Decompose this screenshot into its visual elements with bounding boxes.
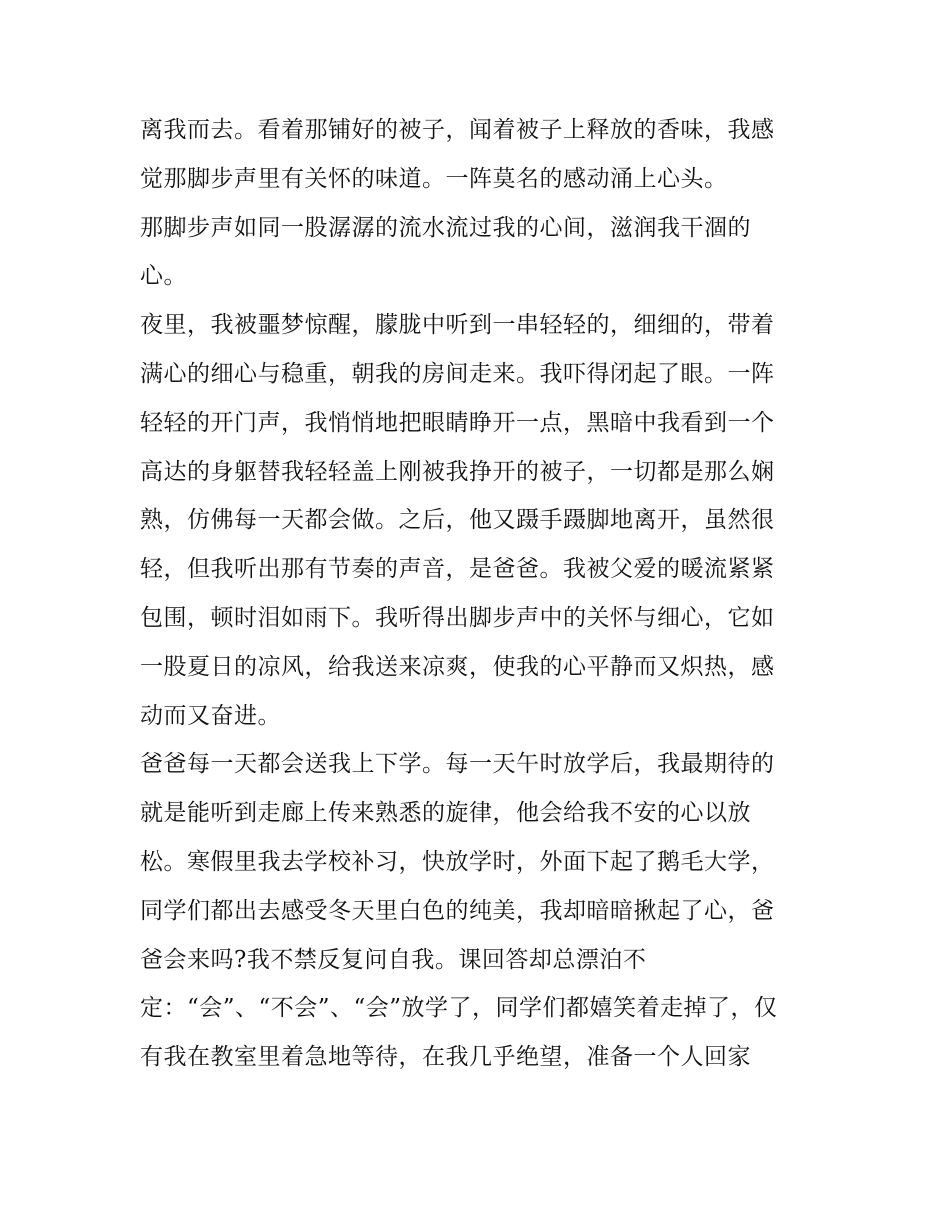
text-line: 松。寒假里我去学校补习，快放学时，外面下起了鹅毛大学，: [140, 848, 775, 875]
text-line: 觉那脚步声里有关怀的味道。一阵莫名的感动涌上心头。: [140, 165, 728, 192]
text-line: 包围，顿时泪如雨下。我听得出脚步声中的关怀与细心，它如: [140, 604, 775, 631]
text-line: 离我而去。看着那铺好的被子，闻着被子上释放的香味，我感: [140, 117, 775, 143]
text-line: 轻，但我听出那有节奏的声音，是爸爸。我被父爱的暖流紧紧: [140, 556, 775, 583]
text-line: 轻轻的开门声，我悄悄地把眼睛睁开一点，黑暗中我看到一个: [140, 409, 775, 436]
text-line: 满心的细心与稳重，朝我的房间走来。我吓得闭起了眼。一阵: [140, 360, 775, 387]
text-line: 有我在教室里着急地等待，在我几乎绝望，准备一个人回家: [140, 1044, 751, 1071]
text-line: 心。: [140, 263, 187, 290]
text-line: 高达的身躯替我轻轻盖上刚被我挣开的被子，一切都是那么娴: [140, 458, 775, 485]
text-line: 那脚步声如同一股潺潺的流水流过我的心间，滋润我干涸的: [140, 214, 751, 241]
text-line: 就是能听到走廊上传来熟悉的旋律，他会给我不安的心以放: [140, 800, 751, 827]
text-line: 动而又奋进。: [140, 702, 281, 729]
text-line: 爸会来吗?我不禁反复问自我。课回答却总漂泊不: [140, 946, 647, 973]
text-line: 一股夏日的凉风，给我送来凉爽，使我的心平静而又炽热，感: [140, 653, 775, 680]
text-line: 爸爸每一天都会送我上下学。每一天午时放学后，我最期待的: [140, 751, 775, 778]
text-line: 同学们都出去感受冬天里白色的纯美，我却暗暗揪起了心，爸: [140, 897, 775, 924]
text-line: 夜里，我被噩梦惊醒，朦胧中听到一串轻轻的，细细的，带着: [140, 312, 775, 339]
body-text: [140, 106, 820, 1082]
text-line: 熟，仿佛每一天都会做。之后，他又蹑手蹑脚地离开，虽然很: [140, 507, 775, 534]
text-line: 定：“会”、“不会”、“会”放学了，同学们都嬉笑着走掉了，仅: [140, 995, 778, 1022]
